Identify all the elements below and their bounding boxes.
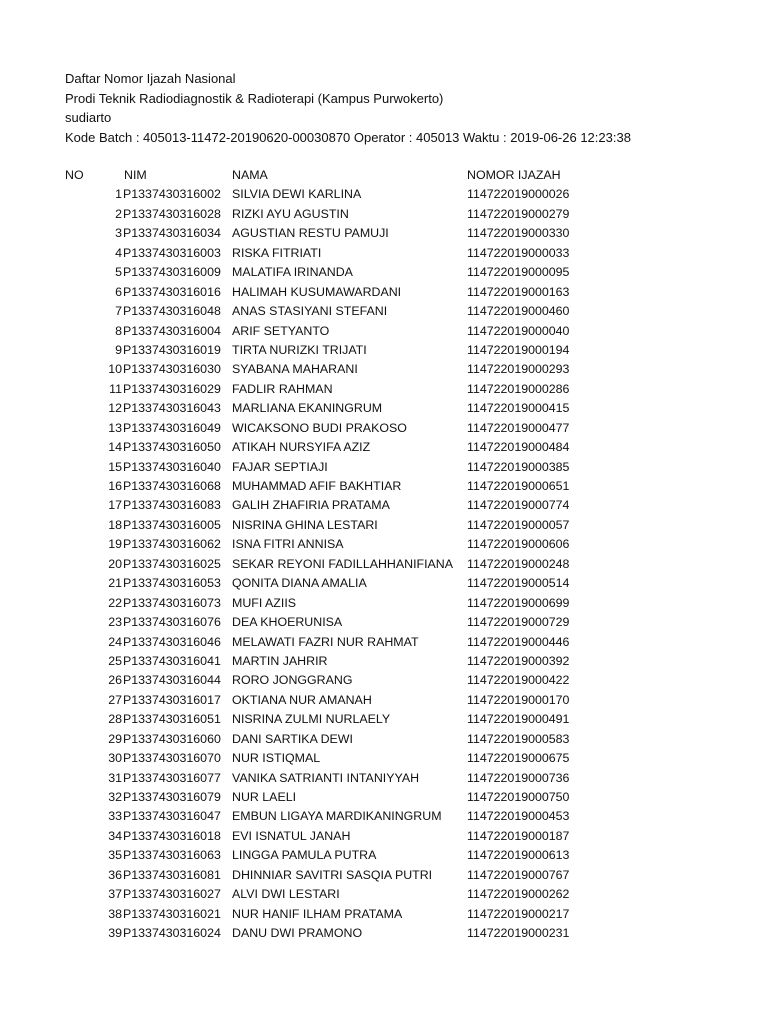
- cell-nim: P1337430316050: [123, 440, 221, 455]
- cell-nim: P1337430316063: [123, 848, 221, 863]
- cell-nama: OKTIANA NUR AMANAH: [232, 692, 372, 707]
- cell-no: 13: [108, 420, 122, 435]
- table-row: [0, 749, 768, 768]
- cell-nomor-ijazah: 114722019000491: [467, 712, 570, 727]
- table-row: [0, 691, 768, 710]
- cell-no: 38: [108, 906, 122, 921]
- cell-nama: DANU DWI PRAMONO: [232, 926, 363, 941]
- cell-nomor-ijazah: 114722019000422: [467, 673, 570, 688]
- cell-nama: TIRTA NURIZKI TRIJATI: [232, 342, 367, 357]
- table-row: [0, 302, 768, 321]
- table-row: [0, 924, 768, 943]
- cell-nama: EVI ISNATUL JANAH: [232, 828, 351, 843]
- cell-nim: P1337430316002: [123, 187, 221, 202]
- cell-no: 32: [108, 790, 122, 804]
- cell-nama: NUR HANIF ILHAM PRATAMA: [232, 906, 403, 921]
- table-row: [0, 535, 768, 554]
- cell-nama: DHINNIAR SAVITRI SASQIA PUTRI: [232, 867, 433, 882]
- cell-nomor-ijazah: 114722019000484: [467, 440, 570, 455]
- cell-nim: P1337430316019: [123, 342, 221, 357]
- cell-nim: P1337430316009: [123, 265, 221, 280]
- cell-nomor-ijazah: 114722019000699: [467, 595, 570, 610]
- cell-nomor-ijazah: 114722019000477: [467, 420, 570, 435]
- cell-nim: P1337430316018: [123, 828, 221, 843]
- cell-nomor-ijazah: 114722019000033: [467, 245, 570, 260]
- cell-nim: P1337430316060: [123, 731, 221, 746]
- cell-nomor-ijazah: 114722019000095: [467, 265, 570, 280]
- table-row: [0, 710, 768, 729]
- cell-nama: WICAKSONO BUDI PRAKOSO: [232, 420, 407, 435]
- cell-no: 6: [115, 284, 122, 299]
- column-header-no: NO: [65, 168, 84, 182]
- cell-nama: ANAS STASIYANI STEFANI: [232, 304, 388, 319]
- cell-no: 37: [108, 887, 122, 902]
- cell-nim: P1337430316030: [123, 362, 221, 377]
- cell-nomor-ijazah: 114722019000194: [467, 342, 570, 357]
- table-row: [0, 905, 768, 924]
- cell-no: 22: [108, 595, 122, 610]
- cell-no: 31: [108, 770, 122, 785]
- table-row: [0, 458, 768, 477]
- cell-nomor-ijazah: 114722019000675: [467, 751, 570, 766]
- cell-no: 29: [108, 731, 122, 746]
- cell-nim: P1337430316005: [123, 517, 221, 532]
- cell-nama: QONITA DIANA AMALIA: [232, 576, 367, 591]
- cell-no: 35: [108, 848, 122, 863]
- cell-nomor-ijazah: 114722019000613: [467, 848, 570, 863]
- table-row: [0, 283, 768, 302]
- cell-nim: P1337430316017: [123, 692, 221, 707]
- table-row: [0, 380, 768, 399]
- cell-no: 17: [108, 498, 122, 513]
- cell-nama: MELAWATI FAZRI NUR RAHMAT: [232, 634, 419, 649]
- cell-nama: FAJAR SEPTIAJI: [232, 459, 328, 474]
- cell-nim: P1337430316016: [123, 284, 221, 299]
- table-row: [0, 419, 768, 438]
- cell-nomor-ijazah: 114722019000187: [467, 828, 570, 843]
- cell-nomor-ijazah: 114722019000774: [467, 498, 570, 513]
- cell-nama: RORO JONGGRANG: [232, 673, 353, 688]
- cell-no: 12: [108, 401, 122, 416]
- cell-nim: P1337430316041: [123, 653, 221, 668]
- cell-nim: P1337430316062: [123, 537, 221, 552]
- cell-nomor-ijazah: 114722019000736: [467, 770, 570, 785]
- cell-no: 1: [115, 187, 122, 202]
- cell-no: 15: [108, 459, 122, 474]
- table-row: [0, 769, 768, 788]
- cell-nomor-ijazah: 114722019000415: [467, 401, 570, 416]
- table-row: [0, 263, 768, 282]
- column-header-nama: NAMA: [232, 168, 268, 182]
- cell-nama: GALIH ZHAFIRIA PRATAMA: [232, 498, 390, 513]
- table-row: [0, 730, 768, 749]
- cell-nomor-ijazah: 114722019000514: [467, 576, 570, 591]
- cell-nomor-ijazah: 114722019000170: [467, 692, 570, 707]
- cell-nim: P1337430316077: [123, 770, 221, 785]
- table-row: [0, 516, 768, 535]
- table-row: [0, 574, 768, 593]
- cell-nim: P1337430316051: [123, 712, 221, 727]
- column-header-nomor-ijazah: NOMOR IJAZAH: [467, 168, 561, 182]
- cell-no: 27: [108, 692, 122, 707]
- cell-no: 3: [115, 226, 122, 241]
- table-row: [0, 866, 768, 885]
- cell-nomor-ijazah: 114722019000446: [467, 634, 570, 649]
- cell-no: 11: [109, 381, 122, 396]
- cell-nama: RIZKI AYU AGUSTIN: [232, 206, 349, 221]
- cell-nim: P1337430316070: [123, 751, 221, 766]
- cell-nomor-ijazah: 114722019000385: [467, 459, 570, 474]
- name-line: sudiarto: [65, 110, 112, 125]
- cell-nomor-ijazah: 114722019000750: [467, 790, 570, 804]
- cell-nomor-ijazah: 114722019000057: [467, 517, 570, 532]
- cell-nim: P1337430316003: [123, 245, 221, 260]
- cell-no: 9: [115, 342, 122, 357]
- cell-nomor-ijazah: 114722019000279: [467, 206, 570, 221]
- cell-no: 8: [115, 323, 122, 338]
- table-row: [0, 671, 768, 690]
- table-row: [0, 341, 768, 360]
- cell-nim: P1337430316027: [123, 887, 221, 902]
- cell-nim: P1337430316044: [123, 673, 221, 688]
- cell-nim: P1337430316024: [123, 926, 221, 941]
- table-row: [0, 185, 768, 204]
- document-header: [65, 69, 755, 147]
- cell-nama: LINGGA PAMULA PUTRA: [232, 848, 377, 863]
- table-row: [0, 244, 768, 263]
- cell-nomor-ijazah: 114722019000163: [467, 284, 570, 299]
- cell-nim: P1337430316025: [123, 556, 221, 571]
- cell-nim: P1337430316073: [123, 595, 221, 610]
- table-row: [0, 496, 768, 515]
- table-row: [0, 633, 768, 652]
- table-row: [0, 555, 768, 574]
- cell-nama: SEKAR REYONI FADILLAHHANIFIANA: [232, 556, 454, 571]
- table-row: [0, 224, 768, 243]
- cell-nama: NISRINA GHINA LESTARI: [232, 517, 378, 532]
- cell-no: 21: [108, 576, 122, 591]
- cell-nim: P1337430316021: [123, 906, 221, 921]
- cell-no: 18: [108, 517, 122, 532]
- table-row: [0, 322, 768, 341]
- table-row: [0, 652, 768, 671]
- cell-nim: P1337430316034: [123, 226, 221, 241]
- cell-nomor-ijazah: 114722019000262: [467, 887, 570, 902]
- cell-nama: FADLIR RAHMAN: [232, 381, 333, 396]
- cell-nim: P1337430316043: [123, 401, 221, 416]
- cell-nama: ISNA FITRI ANNISA: [232, 537, 344, 552]
- cell-nama: MUFI AZIIS: [232, 595, 297, 610]
- cell-nim: P1337430316076: [123, 615, 221, 630]
- table-row: [0, 846, 768, 865]
- table-row: [0, 613, 768, 632]
- cell-nama: EMBUN LIGAYA MARDIKANINGRUM: [232, 809, 442, 824]
- cell-nomor-ijazah: 114722019000293: [467, 362, 570, 377]
- cell-nama: NUR LAELI: [232, 790, 297, 804]
- cell-nomor-ijazah: 114722019000606: [467, 537, 570, 552]
- cell-nama: MARTIN JAHRIR: [232, 653, 328, 668]
- cell-no: 28: [108, 712, 122, 727]
- cell-no: 23: [108, 615, 122, 630]
- cell-nama: DEA KHOERUNISA: [232, 615, 343, 630]
- cell-nama: MUHAMMAD AFIF BAKHTIAR: [232, 479, 402, 493]
- cell-nomor-ijazah: 114722019000392: [467, 653, 570, 668]
- cell-no: 30: [108, 751, 122, 766]
- cell-nama: SILVIA DEWI KARLINA: [232, 187, 362, 202]
- cell-nim: P1337430316040: [123, 459, 221, 474]
- cell-no: 39: [108, 926, 122, 941]
- cell-nim: P1337430316049: [123, 420, 221, 435]
- cell-nim: P1337430316053: [123, 576, 221, 591]
- cell-no: 24: [108, 634, 122, 649]
- cell-nama: ARIF SETYANTO: [232, 323, 330, 338]
- cell-nama: MALATIFA IRINANDA: [232, 265, 353, 280]
- table-row: [0, 438, 768, 457]
- document-title: Daftar Nomor Ijazah Nasional: [65, 71, 236, 86]
- cell-nim: P1337430316046: [123, 634, 221, 649]
- cell-no: 20: [108, 556, 122, 571]
- cell-nama: MARLIANA EKANINGRUM: [232, 401, 383, 416]
- cell-no: 34: [108, 828, 122, 843]
- table-row: [0, 807, 768, 826]
- table-row: [0, 594, 768, 613]
- prodi-line: Prodi Teknik Radiodiagnostik & Radioterapi (Kampus Purwokerto): [65, 90, 444, 106]
- table-row: [0, 477, 768, 496]
- cell-nomor-ijazah: 114722019000040: [467, 323, 570, 338]
- cell-nomor-ijazah: 114722019000460: [467, 304, 570, 319]
- cell-nama: DANI SARTIKA DEWI: [232, 731, 353, 746]
- cell-nim: P1337430316081: [123, 867, 221, 882]
- cell-nomor-ijazah: 114722019000583: [467, 731, 570, 746]
- cell-nomor-ijazah: 114722019000217: [467, 906, 570, 921]
- cell-no: 7: [115, 304, 122, 319]
- cell-no: 4: [115, 245, 122, 260]
- cell-nomor-ijazah: 114722019000453: [467, 809, 570, 824]
- cell-nim: P1337430316028: [123, 206, 221, 221]
- table-header-row: [0, 166, 768, 185]
- cell-nama: VANIKA SATRIANTI INTANIYYAH: [232, 770, 420, 785]
- cell-nomor-ijazah: 114722019000286: [467, 381, 570, 396]
- cell-nim: P1337430316068: [123, 479, 221, 493]
- column-header-nim: NIM: [124, 168, 147, 182]
- cell-nim: P1337430316079: [123, 790, 221, 804]
- cell-no: 33: [108, 809, 122, 824]
- cell-nim: P1337430316047: [123, 809, 221, 824]
- cell-nomor-ijazah: 114722019000231: [467, 926, 570, 941]
- cell-nama: RISKA FITRIATI: [232, 245, 322, 260]
- cell-no: 2: [115, 206, 122, 221]
- cell-nama: NUR ISTIQMAL: [232, 751, 321, 766]
- cell-nomor-ijazah: 114722019000026: [467, 187, 570, 202]
- cell-nomor-ijazah: 114722019000330: [467, 226, 570, 241]
- cell-no: 16: [108, 479, 122, 493]
- cell-nim: P1337430316048: [123, 304, 221, 319]
- table-row: [0, 885, 768, 904]
- cell-nim: P1337430316083: [123, 498, 221, 513]
- cell-no: 5: [115, 265, 122, 280]
- table-row: [0, 360, 768, 379]
- cell-nama: SYABANA MAHARANI: [232, 362, 358, 377]
- cell-no: 25: [108, 653, 122, 668]
- cell-nama: HALIMAH KUSUMAWARDANI: [232, 284, 402, 299]
- ijazah-table: [0, 166, 768, 944]
- cell-no: 36: [108, 867, 122, 882]
- cell-nomor-ijazah: 114722019000651: [467, 479, 570, 493]
- cell-nama: ALVI DWI LESTARI: [232, 887, 340, 902]
- cell-nim: P1337430316029: [123, 381, 221, 396]
- cell-nama: AGUSTIAN RESTU PAMUJI: [232, 226, 389, 241]
- table-row: [0, 205, 768, 224]
- cell-nama: NISRINA ZULMI NURLAELY: [232, 712, 391, 727]
- cell-no: 26: [108, 673, 122, 688]
- table-row: [0, 788, 768, 807]
- cell-nomor-ijazah: 114722019000729: [467, 615, 570, 630]
- cell-nomor-ijazah: 114722019000767: [467, 867, 570, 882]
- cell-nama: ATIKAH NURSYIFA AZIZ: [232, 440, 371, 455]
- table-row: [0, 399, 768, 418]
- table-row: [0, 827, 768, 846]
- cell-no: 19: [108, 537, 122, 552]
- cell-nomor-ijazah: 114722019000248: [467, 556, 570, 571]
- cell-nim: P1337430316004: [123, 323, 221, 338]
- batch-line: Kode Batch : 405013-11472-20190620-00030870 Operator : 405013 Waktu : 2019-06-26 12:23:38: [65, 129, 631, 145]
- cell-no: 10: [108, 362, 122, 377]
- cell-no: 14: [108, 440, 122, 455]
